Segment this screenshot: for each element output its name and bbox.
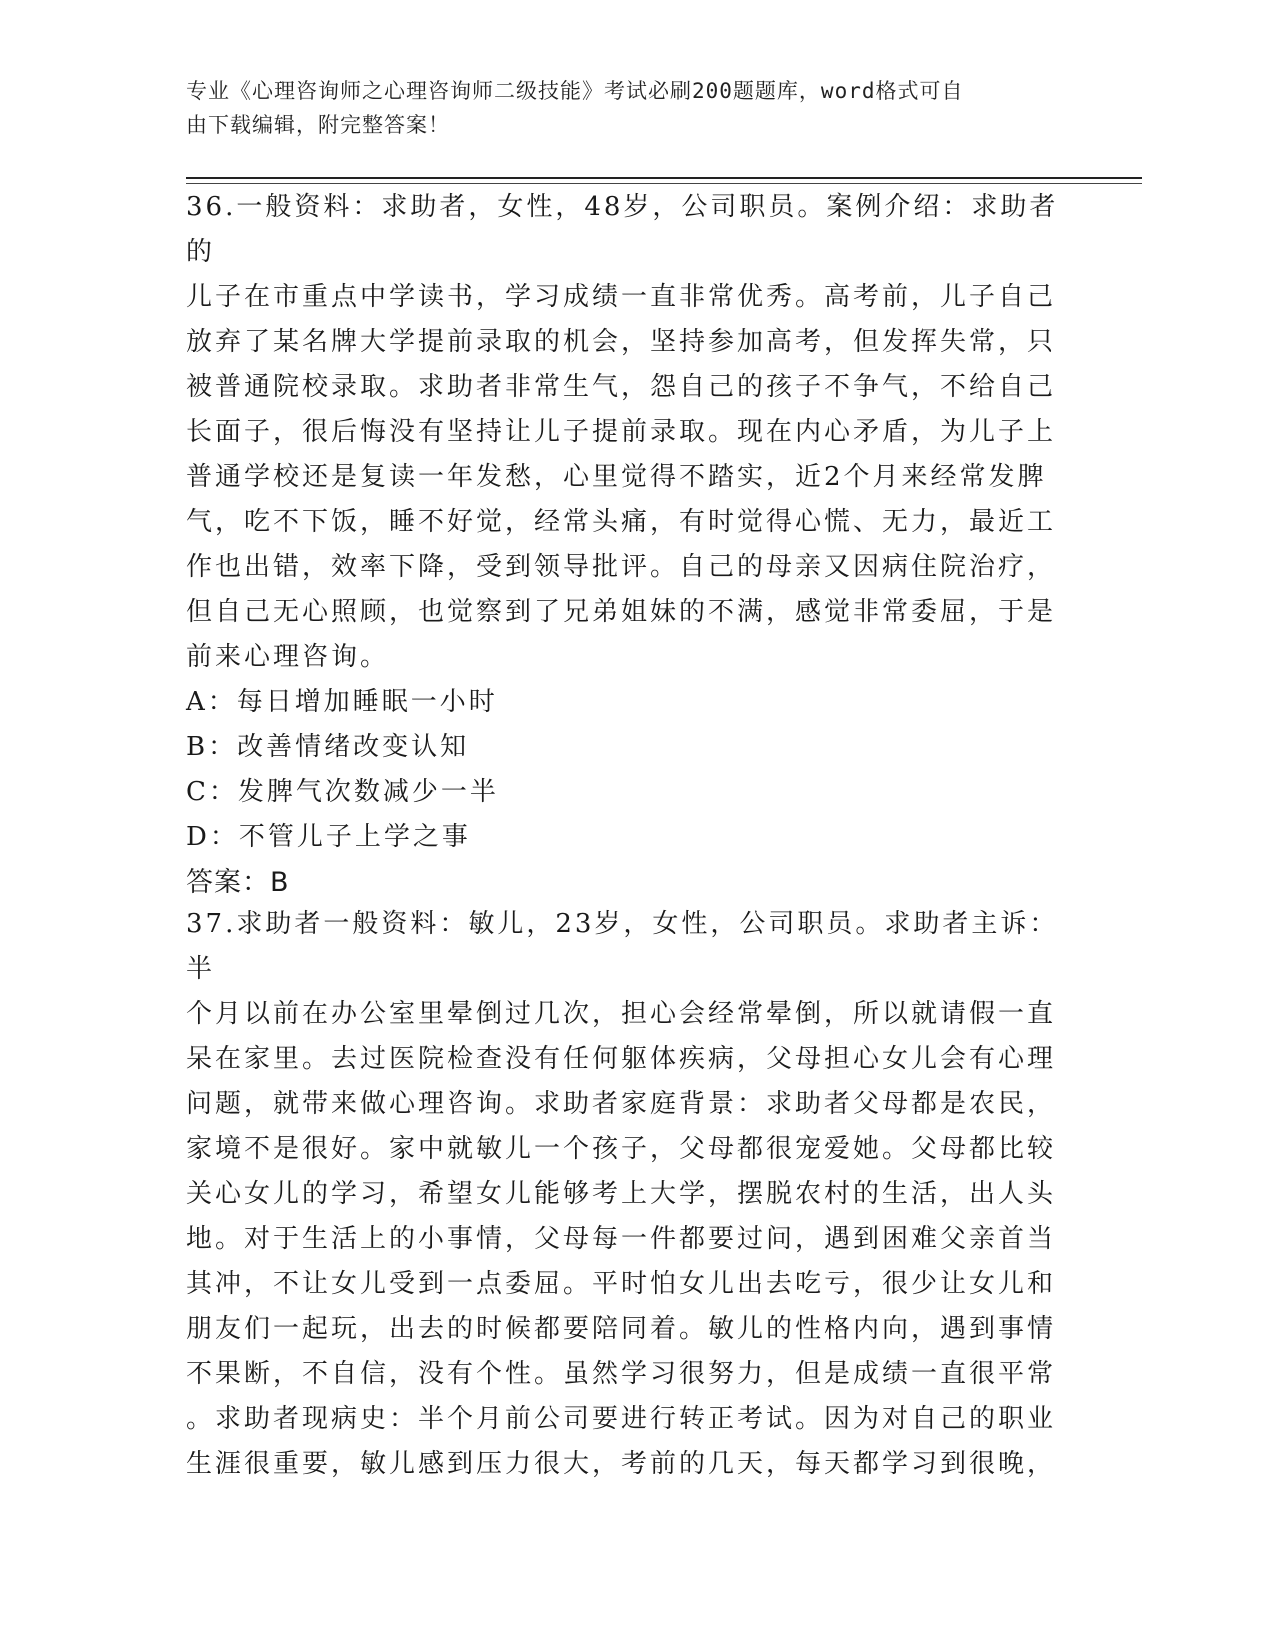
question-stem-line: 不果断，不自信，没有个性。虽然学习很努力，但是成绩一直很平常 [186, 1359, 1057, 1389]
question-stem-line: 前来心理咨询。 [186, 642, 390, 672]
question-stem-line: 家境不是很好。家中就敏儿一个孩子，父母都很宠爱她。父母都比较 [186, 1134, 1057, 1164]
header-line: 专业《心理咨询师之心理咨询师二级技能》考试必刷200题题库，word格式可自 [186, 79, 964, 103]
question-stem-line: 。求助者现病史：半个月前公司要进行转正考试。因为对自己的职业 [186, 1404, 1057, 1434]
question-stem-line: 其冲，不让女儿受到一点委屈。平时怕女儿出去吃亏，很少让女儿和 [186, 1269, 1057, 1299]
option-b: B：改善情绪改变认知 [186, 732, 470, 762]
option-d: D：不管儿子上学之事 [186, 822, 471, 852]
question-stem-line: 但自己无心照顾，也觉察到了兄弟姐妹的不满，感觉非常委屈，于是 [186, 597, 1057, 627]
header-line: 由下载编辑，附完整答案！ [186, 113, 450, 137]
question-stem-line: 地。对于生活上的小事情，父母每一件都要过问，遇到困难父亲首当 [186, 1224, 1057, 1254]
question-stem-line: 放弃了某名牌大学提前录取的机会，坚持参加高考，但发挥失常，只 [186, 327, 1057, 357]
option-a: A：每日增加睡眠一小时 [186, 687, 498, 717]
question-stem-line: 普通学校还是复读一年发愁，心里觉得不踏实，近2个月来经常发脾 [186, 462, 1047, 492]
header-divider-thick [186, 177, 1142, 179]
question-37 [186, 902, 1066, 1487]
question-stem-line: 长面子，很后悔没有坚持让儿子提前录取。现在内心矛盾，为儿子上 [186, 417, 1057, 447]
answer-label: 答案：B [186, 867, 290, 898]
question-stem-line: 朋友们一起玩，出去的时候都要陪同着。敏儿的性格内向，遇到事情 [186, 1314, 1057, 1344]
question-stem-line: 37.求助者一般资料：敏儿，23岁，女性，公司职员。求助者主诉：半 [186, 909, 1059, 984]
question-36 [186, 185, 1066, 905]
question-stem-line: 关心女儿的学习，希望女儿能够考上大学，摆脱农村的生活，出人头 [186, 1179, 1057, 1209]
option-c: C：发脾气次数减少一半 [186, 777, 499, 807]
question-stem-line: 气，吃不下饭，睡不好觉，经常头痛，有时觉得心慌、无力，最近工 [186, 507, 1057, 537]
question-stem-line: 生涯很重要，敏儿感到压力很大，考前的几天，每天都学习到很晚， [186, 1449, 1057, 1479]
question-stem-line: 儿子在市重点中学读书，学习成绩一直非常优秀。高考前，儿子自己 [186, 282, 1057, 312]
question-stem-line: 个月以前在办公室里晕倒过几次，担心会经常晕倒，所以就请假一直 [186, 999, 1057, 1029]
question-stem-line: 呆在家里。去过医院检查没有任何躯体疾病，父母担心女儿会有心理 [186, 1044, 1057, 1074]
question-stem-line: 问题，就带来做心理咨询。求助者家庭背景：求助者父母都是农民， [186, 1089, 1057, 1119]
question-stem-line: 被普通院校录取。求助者非常生气，怨自己的孩子不争气，不给自己 [186, 372, 1057, 402]
question-stem-line: 作也出错，效率下降，受到领导批评。自己的母亲又因病住院治疗， [186, 552, 1057, 582]
header-divider-thin [186, 183, 1142, 184]
document-header [186, 74, 1066, 142]
question-stem-line: 36.一般资料：求助者，女性，48岁，公司职员。案例介绍：求助者的 [186, 192, 1059, 267]
